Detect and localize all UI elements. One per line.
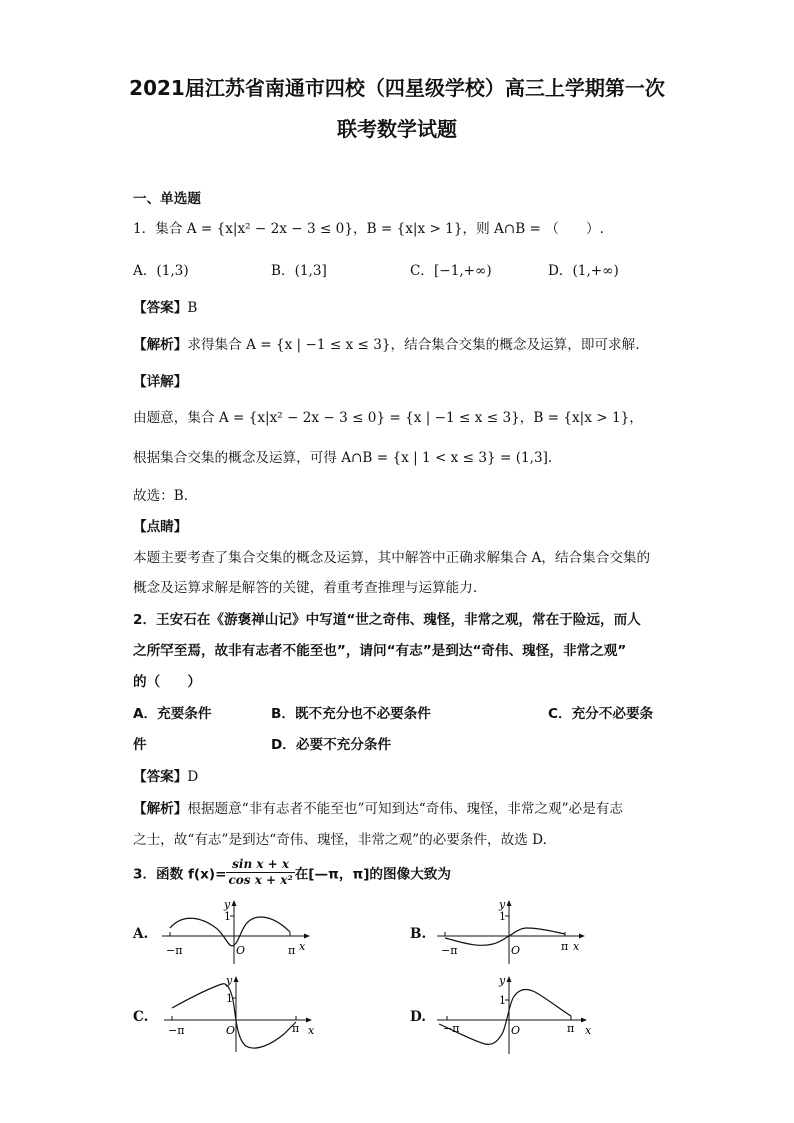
q1-detail-line-1: 由题意，集合 A = {x|x² − 2x − 3 ≤ 0} = {x | −1 ≤ x ≤ 3}，B = {x|x > 1}， bbox=[133, 410, 643, 426]
q2-stem-line-2: 之所罕至焉，故非有志者不能至也”，请问“有志”是到达“奇伟、瑰怪，非常之观” bbox=[133, 643, 627, 659]
label-y: y bbox=[499, 898, 506, 911]
x-axis-arrow bbox=[579, 934, 585, 939]
section-heading: 一、单选题 bbox=[133, 191, 201, 207]
q2-option-a: A．充要条件 bbox=[133, 706, 212, 722]
x-axis-arrow bbox=[306, 1018, 312, 1023]
q3-graph-c-label: C. bbox=[133, 1009, 149, 1025]
label-origin: O bbox=[236, 944, 246, 957]
y-axis-arrow bbox=[507, 900, 512, 906]
curve bbox=[445, 928, 565, 945]
label-neg-pi: −π bbox=[441, 944, 458, 957]
q3-stem bbox=[133, 857, 451, 888]
x-axis-arrow bbox=[304, 934, 310, 939]
q1-comment-tag: 【点睛】 bbox=[133, 519, 188, 535]
label-pi: π bbox=[288, 944, 296, 957]
q1-analysis bbox=[133, 333, 640, 353]
q2-stem-line-3: 的（ ） bbox=[133, 674, 201, 690]
q3-prefix: 3．函数 f(x)= bbox=[133, 866, 227, 883]
label-origin: O bbox=[226, 1024, 236, 1037]
title-line-2: 联考数学试题 bbox=[337, 117, 457, 141]
label-y: y bbox=[226, 974, 233, 987]
q3-graph-a bbox=[158, 898, 318, 968]
q1-option-d: D．(1,+∞) bbox=[548, 263, 619, 279]
q1-detail-tag: 【详解】 bbox=[133, 374, 188, 390]
q1-answer bbox=[133, 296, 197, 316]
label-x: x bbox=[308, 1024, 315, 1037]
q1-detail-line-3: 故选：B. bbox=[133, 488, 189, 504]
q2-answer-value: D bbox=[187, 769, 199, 785]
label-one: 1 bbox=[226, 992, 233, 1005]
label-neg-pi: −π bbox=[168, 1024, 185, 1037]
q1-analysis-tag: 【解析】 bbox=[133, 337, 188, 353]
label-one: 1 bbox=[499, 994, 506, 1007]
y-axis-arrow bbox=[234, 976, 239, 982]
label-one: 1 bbox=[499, 910, 506, 923]
title-line-1: 2021届江苏省南通市四校（四星级学校）高三上学期第一次 bbox=[129, 76, 665, 100]
label-y: y bbox=[224, 898, 231, 911]
label-pi: π bbox=[292, 1022, 300, 1035]
q1-option-c: C．[−1,+∞) bbox=[410, 263, 492, 279]
q1-detail-line-2: 根据集合交集的概念及运算，可得 A∩B = {x | 1 < x ≤ 3} = (1,3]. bbox=[133, 450, 553, 466]
q1-option-b: B．(1,3] bbox=[271, 263, 327, 279]
q2-analysis-line-1 bbox=[133, 797, 623, 817]
q3-suffix: 在[—π，π]的图像大致为 bbox=[294, 866, 451, 883]
x-axis-arrow bbox=[581, 1018, 587, 1023]
q2-analysis-text-1: 根据题意“非有志者不能至也”可知到达“奇伟、瑰怪，非常之观”必是有志 bbox=[187, 801, 623, 817]
q2-option-c-continued: 件 bbox=[133, 737, 147, 753]
q3-fraction-denominator: cos x + x² bbox=[228, 873, 293, 887]
q2-answer-tag: 【答案】 bbox=[133, 769, 188, 785]
label-y: y bbox=[499, 974, 506, 987]
q2-option-b: B．既不充分也不必要条件 bbox=[271, 706, 431, 722]
q1-analysis-text: 求得集合 A = {x | −1 ≤ x ≤ 3}，结合集合交集的概念及运算，即可求解. bbox=[187, 337, 640, 353]
q3-fraction bbox=[226, 857, 294, 888]
q3-graph-b bbox=[433, 898, 593, 968]
q1-answer-tag: 【答案】 bbox=[133, 300, 188, 316]
q2-analysis-tag: 【解析】 bbox=[133, 801, 188, 817]
q2-analysis-line-2: 之士，故“有志”是到达“奇伟、瑰怪，非常之观”的必要条件，故选 D. bbox=[133, 832, 547, 848]
label-origin: O bbox=[511, 1024, 521, 1037]
q1-stem: 1．集合 A = {x|x² − 2x − 3 ≤ 0}，B = {x|x > 1}，则 A∩B = （ ）. bbox=[133, 221, 604, 237]
q3-graph-d-label: D. bbox=[410, 1009, 427, 1025]
label-x: x bbox=[299, 940, 306, 953]
q3-graph-d bbox=[433, 972, 598, 1056]
q2-option-c: C．充分不必要条 bbox=[548, 706, 654, 722]
label-one: 1 bbox=[224, 910, 231, 923]
curve bbox=[172, 984, 296, 1048]
q1-answer-value: B bbox=[187, 300, 198, 316]
q1-comment-line-2: 概念及运算求解是解答的关键，着重考查推理与运算能力. bbox=[133, 580, 478, 596]
label-neg-pi: −π bbox=[166, 944, 183, 957]
label-origin: O bbox=[511, 944, 521, 957]
label-x: x bbox=[573, 940, 580, 953]
q2-answer bbox=[133, 765, 198, 785]
q2-option-d: D．必要不充分条件 bbox=[271, 737, 392, 753]
q3-fraction-numerator: sin x + x bbox=[226, 857, 294, 873]
q3-graph-c bbox=[160, 972, 320, 1054]
label-pi: π bbox=[561, 940, 569, 953]
label-neg-pi: −π bbox=[443, 1022, 460, 1035]
q1-option-a: A．(1,3) bbox=[133, 263, 189, 279]
y-axis-arrow bbox=[507, 976, 512, 982]
q3-graph-b-label: B. bbox=[410, 926, 427, 942]
y-axis-arrow bbox=[232, 900, 237, 906]
label-pi: π bbox=[567, 1022, 575, 1035]
label-x: x bbox=[585, 1024, 592, 1037]
q2-stem-line-1: 2．王安石在《游褒禅山记》中写道“世之奇伟、瑰怪，非常之观，常在于险远，而人 bbox=[133, 612, 641, 628]
q1-comment-line-1: 本题主要考查了集合交集的概念及运算，其中解答中正确求解集合 A，结合集合交集的 bbox=[133, 550, 651, 566]
q3-graph-a-label: A. bbox=[133, 926, 149, 942]
